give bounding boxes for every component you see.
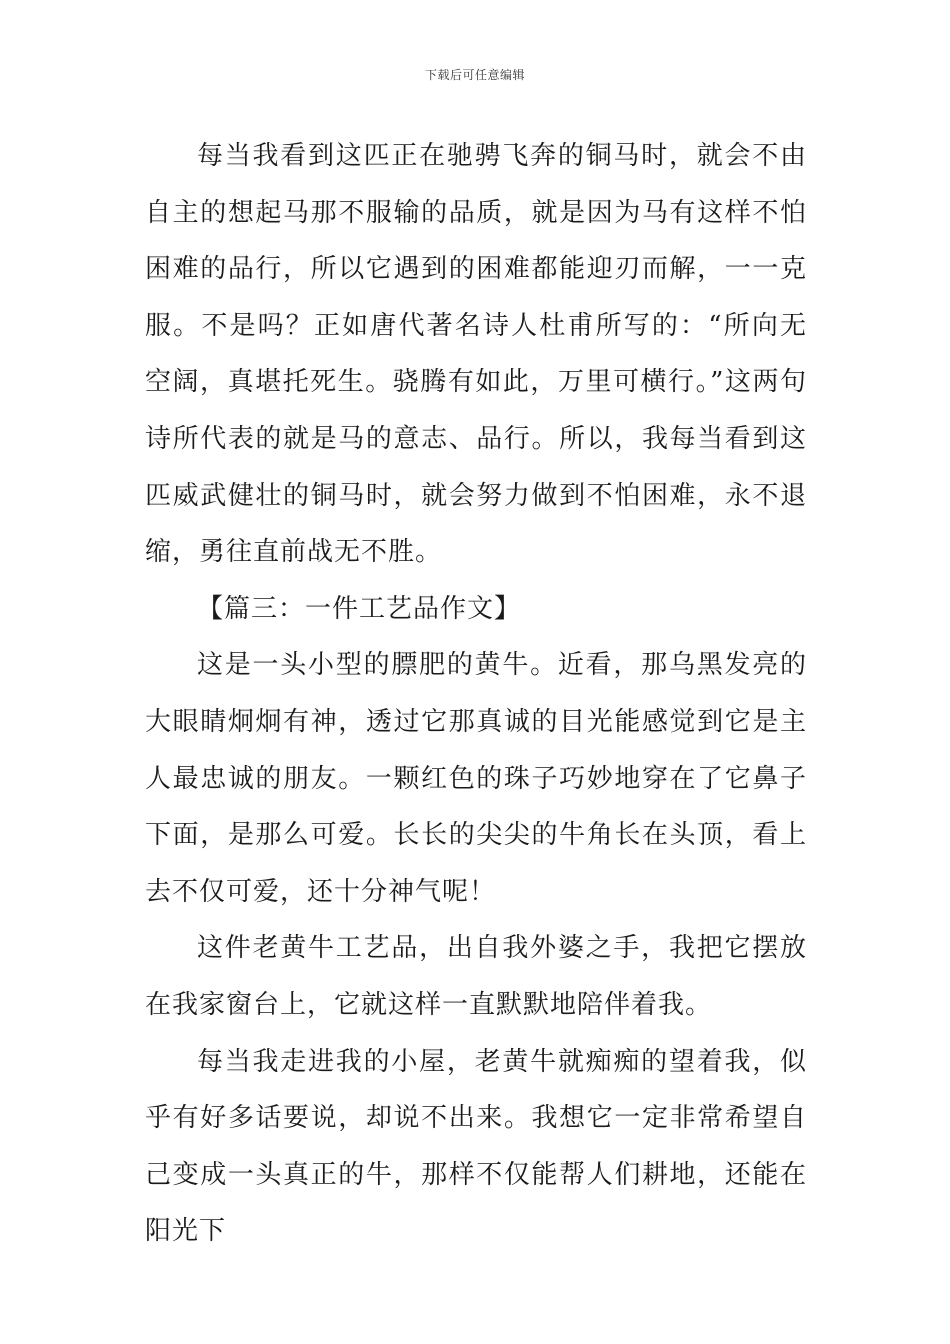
paragraph-ox-origin: 这件老黄牛工艺品，出自我外婆之手，我把它摆放在我家窗台上，它就这样一直默默地陪伴着我。: [145, 933, 807, 1020]
header-note: 下载后可任意编辑: [424, 68, 525, 82]
paragraph-ox-room: 每当我走进我的小屋，老黄牛就痴痴的望着我，似乎有好多话要说，却说不出来。我想它一定非常希望自己变成一头真正的牛，那样不仅能帮人们耕地，还能在阳光下: [145, 1046, 807, 1247]
paragraph-ox-description: 这是一头小型的膘肥的黄牛。近看，那乌黑发亮的大眼睛炯炯有神，透过它那真诚的目光能感觉到它是主人最忠诚的朋友。一颗红色的珠子巧妙地穿在了它鼻子下面，是那么可爱。长长的尖尖的牛角长在头顶，看上去不仅可爱，还十分神气呢！: [145, 650, 807, 907]
paragraph-bronze-horse: 每当我看到这匹正在驰骋飞奔的铜马时，就会不由自主的想起马那不服输的品质，就是因为马有这样不怕困难的品行，所以它遇到的困难都能迎刃而解，一一克服。不是吗？正如唐代著名诗人杜甫所写的：“所向无空阔，真堪托死生。骁腾有如此，万里可横行。”这两句诗所代表的就是马的意志、品行。所以，我每当看到这匹威武健壮的铜马时，就会努力做到不怕困难，永不退缩，勇往直前战无不胜。: [145, 141, 807, 568]
document-body: [145, 128, 807, 1260]
section-heading: 【篇三：一件工艺品作文】: [197, 593, 522, 624]
